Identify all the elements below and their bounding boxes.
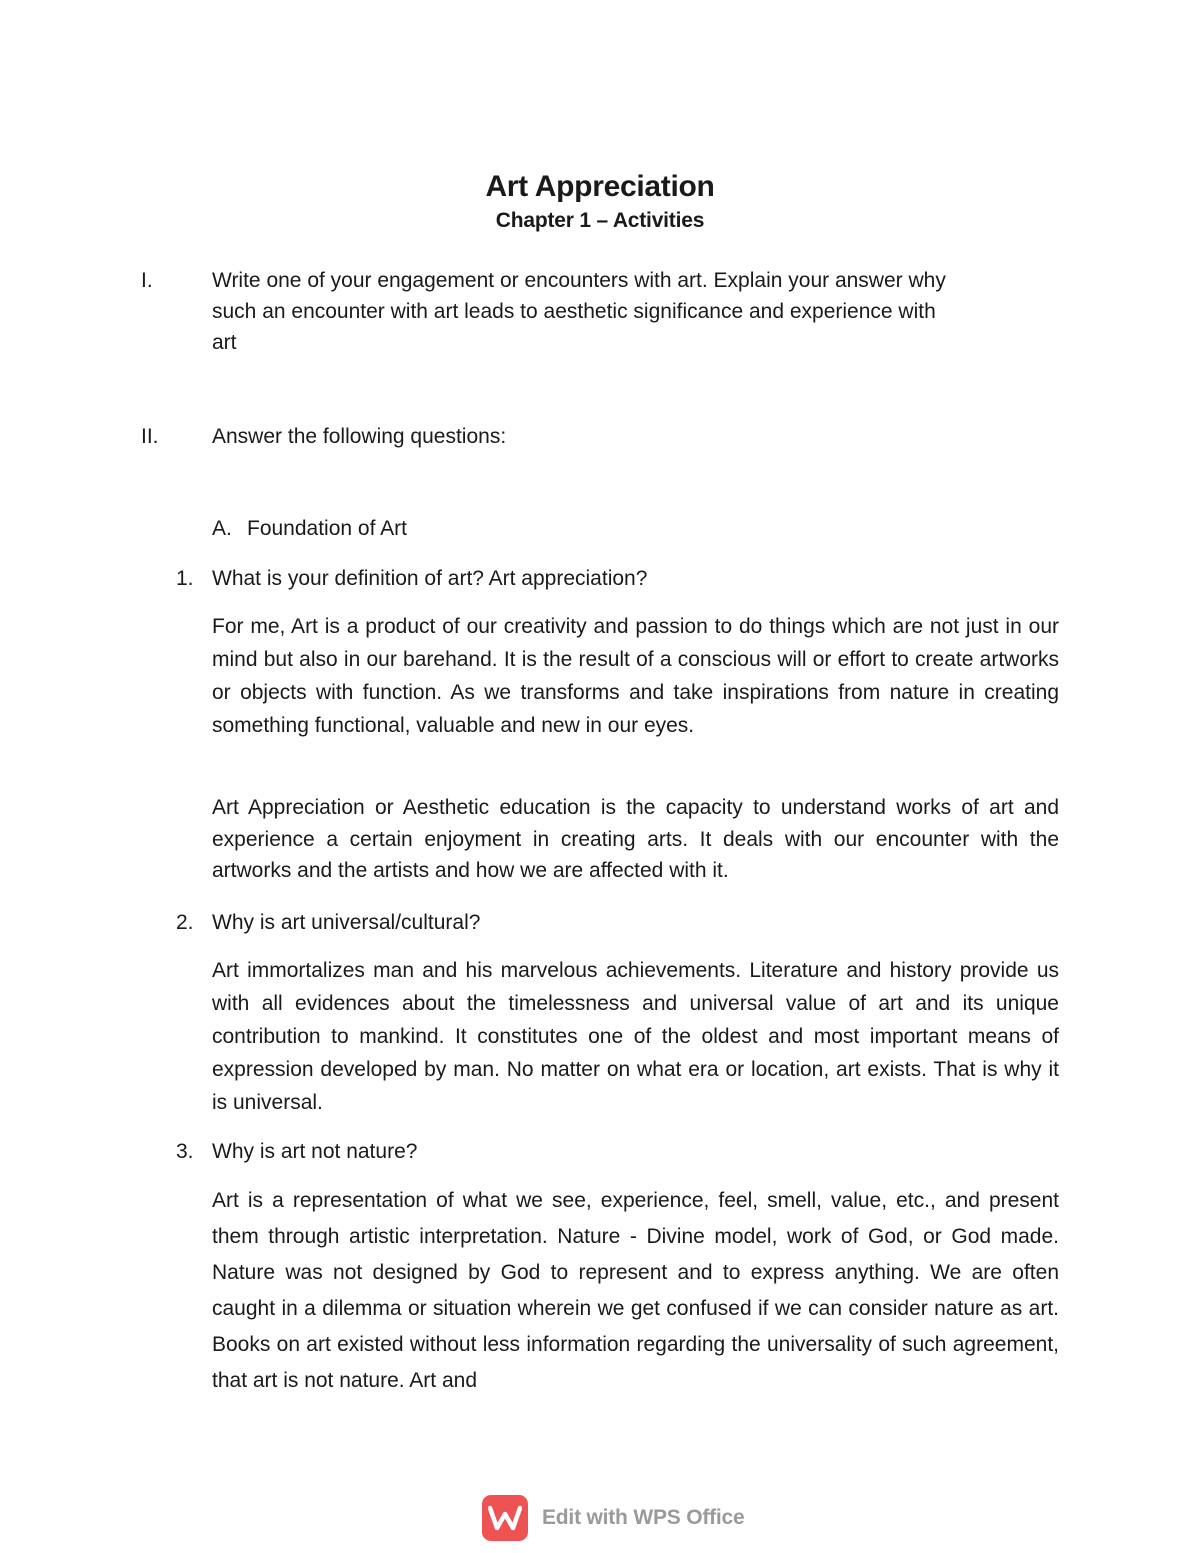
answer-paragraph: Art is a representation of what we see, experience, feel, smell, value, etc., and present them through artistic interpretation. Nature - Divine model, work of God, or God made. Nature was not designed by God to represent and to express anything. We are often caught in a dilemma or situation wherein we get confused if we can consider nature as art. Books on art existed without less information regarding the universality of such agreement, that art is not nature. Art and: [212, 1189, 1059, 1392]
section-two-instruction: Answer the following questions:: [212, 425, 507, 448]
subsection-a-heading: Foundation of Art: [247, 517, 407, 540]
question-text: Why is art not nature?: [212, 1140, 418, 1163]
question-number: 1.: [176, 567, 194, 590]
wps-w-glyph-icon: [488, 1505, 522, 1531]
wps-logo-icon: [482, 1495, 528, 1541]
question-number: 3.: [176, 1140, 194, 1163]
question-number: 2.: [176, 911, 194, 934]
wps-footer-label: Edit with WPS Office: [542, 1506, 745, 1529]
question-text: What is your definition of art? Art appreciation?: [212, 567, 648, 590]
section-one-numeral: I.: [141, 269, 153, 292]
section-one-line-1: Write one of your engagement or encounters with art. Explain your answer why: [212, 269, 946, 292]
section-one-line-3: art: [212, 331, 237, 354]
answer-paragraph: Art Appreciation or Aesthetic education is the capacity to understand works of art and experience a certain enjoyment in creating arts. It deals with our encounter with the artworks and the artists and how we are affected with it.: [212, 796, 1059, 882]
question-text: Why is art universal/cultural?: [212, 911, 481, 934]
section-two-numeral: II.: [141, 425, 159, 448]
page-subtitle: Chapter 1 – Activities: [495, 209, 705, 232]
section-one-line-2: such an encounter with art leads to aesthetic significance and experience with: [212, 300, 936, 323]
subsection-a-label: A.: [212, 517, 232, 540]
edit-with-wps-button[interactable]: [482, 1494, 745, 1542]
page-title: Art Appreciation: [485, 170, 715, 203]
answer-paragraph: Art immortalizes man and his marvelous achievements. Literature and history provide us with all evidences about the timelessness and universal value of art and its unique contribution to mankind. It constitutes one of the oldest and most important means of expression developed by man. No matter on what era or location, art exists. That is why it is universal.: [212, 959, 1059, 1114]
section-one-prompt: [212, 265, 1092, 358]
answer-paragraph: For me, Art is a product of our creativity and passion to do things which are not just in our mind but also in our barehand. It is the result of a conscious will or effort to create artworks or objects with function. As we transforms and take inspirations from nature in creating something functional, valuable and new in our eyes.: [212, 615, 1059, 737]
